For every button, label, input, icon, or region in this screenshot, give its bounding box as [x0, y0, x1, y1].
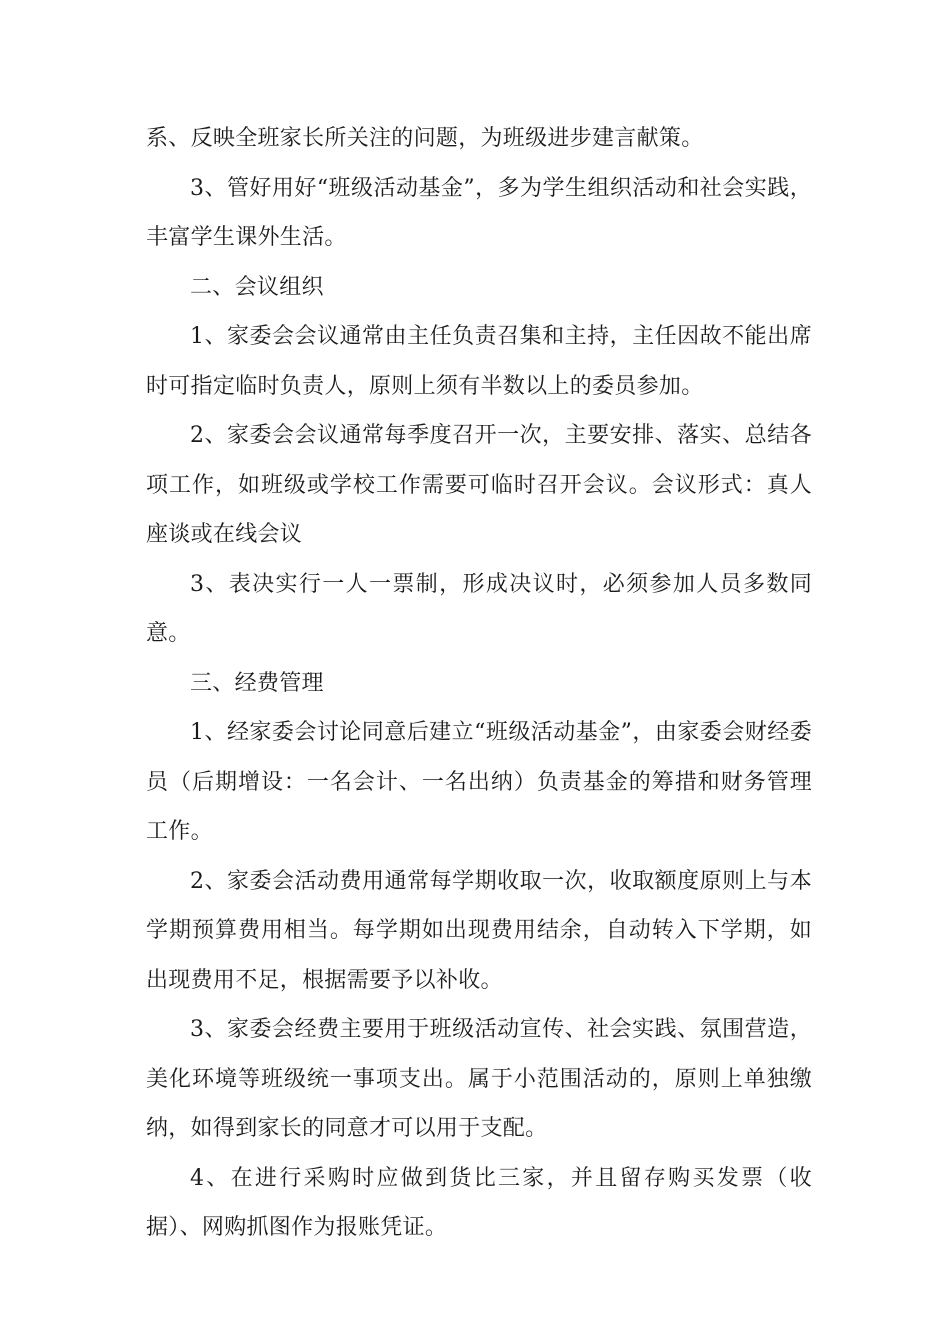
paragraph-meeting-frequency: 2、家委会会议通常每季度召开一次，主要安排、落实、总结各项工作，如班级或学校工作需要可临时召开会议。会议形式：真人座谈或在线会议	[146, 423, 812, 547]
paragraph-activity-fund: 3、管好用好“班级活动基金”，多为学生组织活动和社会实践，丰富学生课外生活。	[146, 175, 812, 250]
section-heading-meeting-organization: 二、会议组织	[190, 274, 324, 300]
paragraph-fee-collection: 2、家委会活动费用通常每学期收取一次，收取额度原则上与本学期预算费用相当。每学期如出现费用结余，自动转入下学期，如出现费用不足，根据需要予以补收。	[146, 868, 812, 993]
paragraph-fund-establishment: 1、经家委会讨论同意后建立“班级活动基金”，由家委会财经委员（后期增设：一名会计、一名出纳）负责基金的筹措和财务管理工作。	[146, 720, 812, 844]
paragraph-continuation: 系、反映全班家长所关注的问题，为班级进步建言献策。	[146, 126, 704, 151]
document-body	[146, 114, 812, 1253]
paragraph-procurement: 4、在进行采购时应做到货比三家，并且留存购买发票（收据）、网购抓图作为报账凭证。	[146, 1165, 812, 1240]
section-heading-fund-management: 三、经费管理	[190, 670, 324, 696]
paragraph-meeting-convener: 1、家委会会议通常由主任负责召集和主持，主任因故不能出席时可指定临时负责人，原则上须有半数以上的委员参加。	[146, 324, 812, 399]
paragraph-fund-usage: 3、家委会经费主要用于班级活动宣传、社会实践、氛围营造，美化环境等班级统一事项支出。属于小范围活动的，原则上单独缴纳，如得到家长的同意才可以用于支配。	[146, 1017, 812, 1141]
paragraph-voting-rule: 3、表决实行一人一票制，形成决议时，必须参加人员多数同意。	[146, 571, 812, 646]
